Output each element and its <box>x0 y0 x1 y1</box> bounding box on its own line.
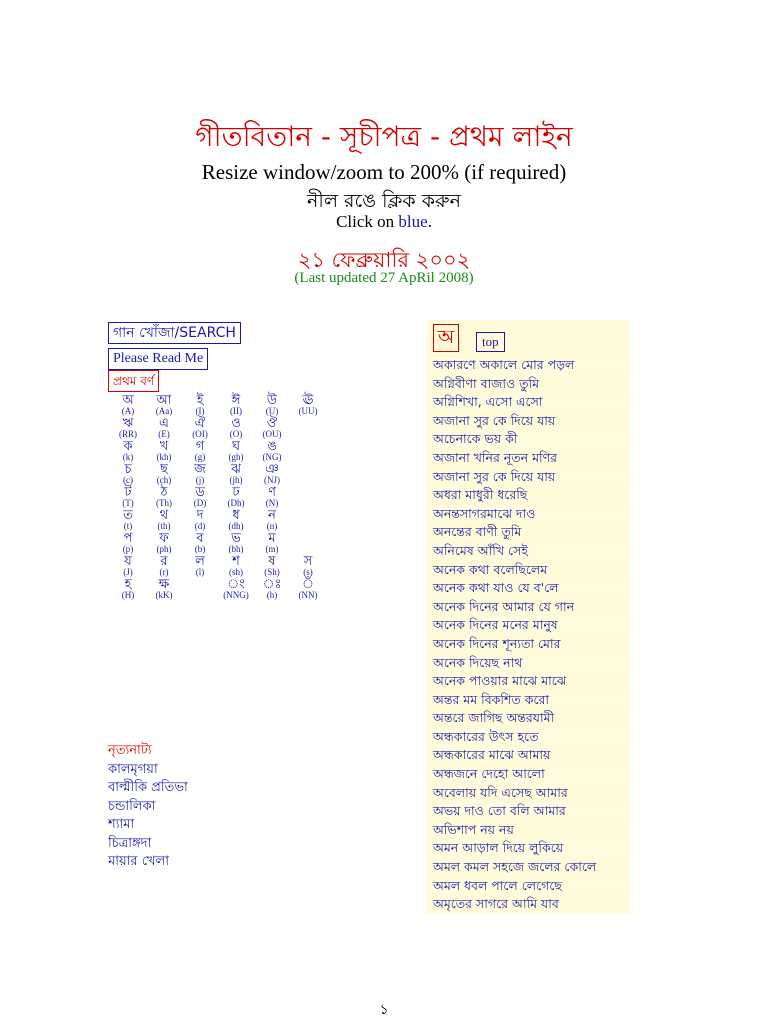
letter-transliteration: (kK) <box>155 590 173 600</box>
song-link[interactable]: অগ্নিবীণা বাজাও তুমি <box>426 375 630 394</box>
letter-transliteration: (H) <box>121 590 135 600</box>
letter-link[interactable] <box>254 579 290 602</box>
letter-link[interactable] <box>110 579 146 602</box>
song-link[interactable]: অবেলায় যদি এসেছ আমার <box>426 784 630 803</box>
letter-transliteration: (gh) <box>228 452 244 462</box>
letter-glyph: উ <box>266 393 278 408</box>
letter-transliteration: (d) <box>194 521 206 531</box>
letter-link[interactable] <box>254 464 290 487</box>
letter-glyph: ছ <box>160 462 168 477</box>
song-link[interactable]: অনেক দিনের শূন্যতা মোর <box>426 635 630 654</box>
click-instruction <box>0 212 768 232</box>
letter-transliteration: (sh) <box>229 567 243 577</box>
letter-transliteration: (ph) <box>156 544 172 554</box>
letter-link[interactable] <box>110 418 146 441</box>
song-link[interactable]: অগ্নিশিখা, এসো এসো <box>426 393 630 412</box>
letter-glyph: খ <box>159 439 169 454</box>
letter-transliteration: (E) <box>158 429 170 439</box>
section-header <box>426 320 630 356</box>
song-link[interactable]: অজানা সুর কে দিয়ে যায় <box>426 412 630 431</box>
letter-row <box>110 579 340 602</box>
letter-transliteration: (c) <box>123 475 133 485</box>
letter-link[interactable] <box>182 418 218 441</box>
letter-link[interactable] <box>146 556 182 579</box>
letter-transliteration: (k) <box>122 452 134 462</box>
letter-link[interactable] <box>146 464 182 487</box>
letter-glyph: ঁ <box>301 577 315 592</box>
letter-transliteration: (s) <box>303 567 313 577</box>
dance-drama-heading: নৃত্যনাট্য <box>108 743 152 758</box>
letter-glyph: ঔ <box>266 416 278 431</box>
letter-row <box>110 464 340 487</box>
letter-glyph: শ <box>232 554 240 569</box>
song-link[interactable]: অনেক পাওয়ার মাঝে মাঝে <box>426 672 630 691</box>
letter-glyph: ঙ <box>267 439 277 454</box>
song-link[interactable]: অন্তর মম বিকশিত করো <box>426 691 630 710</box>
letter-glyph: ম <box>268 531 276 546</box>
letter-glyph: ঃ <box>262 577 282 592</box>
song-link[interactable]: অনেক কথা যাও যে ব'লে <box>426 579 630 598</box>
letter-transliteration: (bh) <box>228 544 244 554</box>
letter-link[interactable] <box>146 533 182 556</box>
letter-glyph: ঊ <box>302 393 314 408</box>
letter-transliteration: (II) <box>230 406 242 416</box>
letter-link[interactable] <box>254 395 290 418</box>
dance-drama-item[interactable]: বাল্মীকি প্রতিভা <box>108 780 188 795</box>
letter-link[interactable] <box>218 579 254 602</box>
song-link[interactable]: অনন্তসাগরমাঝে দাও <box>426 505 630 524</box>
letter-glyph: জ <box>194 462 206 477</box>
letter-link[interactable] <box>182 464 218 487</box>
page-title: গীতবিতান - সূচীপত্র - প্রথম লাইন <box>195 120 573 153</box>
letter-link[interactable] <box>218 487 254 510</box>
section-letter: অ <box>433 324 459 352</box>
letter-glyph: ট <box>124 485 132 500</box>
letter-link[interactable] <box>218 395 254 418</box>
letter-transliteration: (A) <box>121 406 135 416</box>
letter-row <box>110 441 340 464</box>
letter-link[interactable] <box>290 579 326 602</box>
letter-link[interactable] <box>110 556 146 579</box>
letter-glyph: ড <box>195 485 205 500</box>
letter-transliteration: (U) <box>265 406 279 416</box>
letter-index-grid <box>110 395 340 602</box>
letter-glyph: ও <box>231 416 241 431</box>
letter-link[interactable] <box>254 556 290 579</box>
letter-glyph: আ <box>156 393 172 408</box>
letter-link[interactable] <box>182 395 218 418</box>
song-link[interactable]: অধরা মাধুরী ধরেছি <box>426 486 630 505</box>
letter-link[interactable] <box>254 487 290 510</box>
letter-glyph: ঝ <box>231 462 241 477</box>
click-instruction-bengali: নীল রঙে ক্লিক করুন <box>307 190 461 212</box>
top-link[interactable]: top <box>476 332 505 352</box>
dance-drama-item[interactable]: কালমৃগয়া <box>108 761 158 777</box>
letter-glyph: ধ <box>232 508 240 523</box>
letter-link[interactable] <box>182 487 218 510</box>
letter-transliteration: (N) <box>265 498 279 508</box>
dance-drama-item[interactable]: চিত্রাঙ্গদা <box>108 835 152 851</box>
letter-transliteration: (g) <box>194 452 206 462</box>
dance-drama-list <box>108 742 188 872</box>
letter-transliteration: (b) <box>194 544 206 554</box>
song-link[interactable]: অকারণে অকালে মোর পড়ল <box>426 356 630 375</box>
letter-link <box>182 579 218 602</box>
song-link[interactable]: অনেক কথা বলেছিলেম <box>426 561 630 580</box>
letter-link[interactable] <box>110 395 146 418</box>
letter-transliteration: (j) <box>195 475 205 485</box>
letter-transliteration: (Th) <box>156 498 172 508</box>
song-link[interactable]: অমল ধবল পালে লেগেছে <box>426 877 630 896</box>
letter-link[interactable] <box>182 533 218 556</box>
song-link[interactable]: অন্ধকারের উৎস হতে <box>426 728 630 747</box>
letter-link[interactable] <box>182 556 218 579</box>
song-link[interactable]: অভিশাপ নয় নয় <box>426 821 630 840</box>
letter-link[interactable] <box>182 510 218 533</box>
letter-glyph: গ <box>195 439 205 454</box>
dance-drama-item[interactable]: মায়ার খেলা <box>108 854 169 869</box>
letter-transliteration: (RR) <box>119 429 137 439</box>
letter-link[interactable] <box>254 533 290 556</box>
letter-glyph: র <box>160 554 168 569</box>
letter-link[interactable] <box>290 395 326 418</box>
letter-transliteration: (t) <box>123 521 133 531</box>
song-link[interactable]: অজানা সুর কে দিয়ে যায় <box>426 468 630 487</box>
letter-transliteration: (NG) <box>262 452 282 462</box>
letter-row <box>110 510 340 533</box>
song-link[interactable]: অন্তরে জাগিছ অন্তরযামী <box>426 709 630 728</box>
letter-row <box>110 533 340 556</box>
letter-glyph: ঞ <box>265 462 279 477</box>
song-list <box>426 356 630 914</box>
letter-link[interactable] <box>110 533 146 556</box>
song-link[interactable]: অচেনাকে ভয় কী <box>426 430 630 449</box>
letter-glyph: ভ <box>231 531 241 546</box>
letter-glyph: ক্ষ <box>158 577 170 592</box>
letter-glyph: ল <box>195 554 205 569</box>
letter-transliteration: (Aa) <box>155 406 173 416</box>
letter-glyph: ক <box>123 439 133 454</box>
letter-transliteration: (UU) <box>298 406 318 416</box>
letter-transliteration: (r) <box>159 567 169 577</box>
resize-note: Resize window/zoom to 200% (if required) <box>201 160 567 184</box>
letter-transliteration: (OI) <box>192 429 208 439</box>
letter-link[interactable] <box>146 441 182 464</box>
letter-transliteration: (D) <box>193 498 207 508</box>
song-link[interactable]: অমৃতের সাগরে আমি যাব <box>426 895 630 914</box>
letter-glyph: ফ <box>159 531 169 546</box>
letter-glyph: চ <box>124 462 132 477</box>
letter-glyph: ষ <box>268 554 276 569</box>
letter-link[interactable] <box>254 418 290 441</box>
letter-transliteration: (dh) <box>228 521 244 531</box>
letter-transliteration: (NN) <box>298 590 318 600</box>
letter-glyph: ঐ <box>194 416 206 431</box>
letter-row <box>110 418 340 441</box>
letter-transliteration: (NJ) <box>264 475 280 485</box>
letter-link[interactable] <box>146 510 182 533</box>
letter-row <box>110 556 340 579</box>
letter-glyph: ব <box>196 531 204 546</box>
letter-row <box>110 395 340 418</box>
letter-glyph: এ <box>159 416 169 431</box>
letter-transliteration: (ch) <box>156 475 172 485</box>
letter-link[interactable] <box>146 487 182 510</box>
dance-drama-item[interactable]: শ্যামা <box>108 817 135 832</box>
letter-glyph: ঘ <box>231 439 241 454</box>
letter-glyph: ঋ <box>122 416 134 431</box>
letter-glyph: য <box>124 554 132 569</box>
letter-glyph: ই <box>196 393 204 408</box>
blue-text: blue <box>398 212 428 231</box>
letter-glyph: প <box>123 531 133 546</box>
letter-transliteration: (m) <box>265 544 279 554</box>
letter-transliteration: (T) <box>122 498 134 508</box>
letter-row <box>110 487 340 510</box>
letter-link[interactable] <box>110 487 146 510</box>
letter-glyph: স <box>303 554 313 569</box>
period-text: . <box>427 212 432 231</box>
letter-link[interactable] <box>218 464 254 487</box>
last-updated: (Last updated 27 ApRil 2008) <box>294 270 474 286</box>
song-link[interactable]: অনন্তের বাণী তুমি <box>426 523 630 542</box>
letter-transliteration: (h) <box>266 590 278 600</box>
letter-glyph: ণ <box>268 485 276 500</box>
letter-link[interactable] <box>182 441 218 464</box>
letter-transliteration: (n) <box>266 521 278 531</box>
click-on-text: Click on <box>336 212 395 231</box>
letter-transliteration: (I) <box>195 406 205 416</box>
song-link[interactable]: অন্ধকারের মাঝে আমায় <box>426 746 630 765</box>
letter-transliteration: (kh) <box>156 452 172 462</box>
letter-transliteration: (th) <box>157 521 171 531</box>
search-link[interactable]: গান খোঁজা/SEARCH <box>108 322 241 344</box>
letter-link[interactable] <box>146 395 182 418</box>
letter-link[interactable] <box>110 510 146 533</box>
readme-link[interactable]: Please Read Me <box>108 348 208 370</box>
song-link[interactable]: অন্ধজনে দেহো আলো <box>426 765 630 784</box>
letter-glyph: থ <box>159 508 169 523</box>
letter-transliteration: (O) <box>229 429 243 439</box>
first-letter-heading: প্রথম বর্ণ <box>108 370 159 392</box>
letter-transliteration: (OU) <box>262 429 282 439</box>
letter-glyph: হ <box>124 577 132 592</box>
letter-glyph: ন <box>268 508 276 523</box>
letter-glyph: ত <box>123 508 133 523</box>
letter-link[interactable] <box>218 533 254 556</box>
letter-link[interactable] <box>218 441 254 464</box>
song-link[interactable]: অজানা খনির নূতন মণির <box>426 449 630 468</box>
date-bengali: ২১ ফেব্রুয়ারি ২০০২ <box>297 248 471 272</box>
letter-glyph: দ <box>196 508 204 523</box>
letter-link[interactable] <box>110 464 146 487</box>
song-index-column <box>426 320 630 914</box>
song-link[interactable]: অমল কমল সহজে জলের কোলে <box>426 858 630 877</box>
song-link[interactable]: অমন আড়াল দিয়ে লুকিয়ে <box>426 839 630 858</box>
letter-link[interactable] <box>146 579 182 602</box>
letter-transliteration: (p) <box>122 544 134 554</box>
letter-transliteration: (Dh) <box>227 498 245 508</box>
letter-glyph: ঠ <box>160 485 168 500</box>
song-link[interactable]: অনেক দিনের আমার যে গান <box>426 598 630 617</box>
letter-link[interactable] <box>254 441 290 464</box>
letter-link[interactable] <box>110 441 146 464</box>
letter-link[interactable] <box>146 418 182 441</box>
song-link[interactable]: অনেক দিয়েছ নাথ <box>426 654 630 673</box>
letter-transliteration: (NNG) <box>223 590 249 600</box>
letter-link[interactable] <box>290 556 326 579</box>
letter-glyph: ং <box>227 577 245 592</box>
letter-link[interactable] <box>218 556 254 579</box>
letter-link[interactable] <box>218 418 254 441</box>
letter-glyph: ঢ <box>232 485 240 500</box>
page-number: ১ <box>379 1002 389 1018</box>
letter-link[interactable] <box>218 510 254 533</box>
letter-transliteration: (J) <box>123 567 133 577</box>
song-link[interactable]: অনেক দিনের মনের মানুষ <box>426 616 630 635</box>
letter-transliteration: (Sh) <box>264 567 280 577</box>
letter-glyph: অ <box>122 393 134 408</box>
letter-transliteration: (l) <box>195 567 205 577</box>
song-link[interactable]: অনিমেষ আঁখি সেই <box>426 542 630 561</box>
dance-drama-item[interactable]: চন্ডালিকা <box>108 798 156 814</box>
letter-glyph: ঈ <box>231 393 241 408</box>
letter-link[interactable] <box>254 510 290 533</box>
letter-transliteration: (jh) <box>229 475 243 485</box>
song-link[interactable]: অভয় দাও তো বলি আমার <box>426 802 630 821</box>
